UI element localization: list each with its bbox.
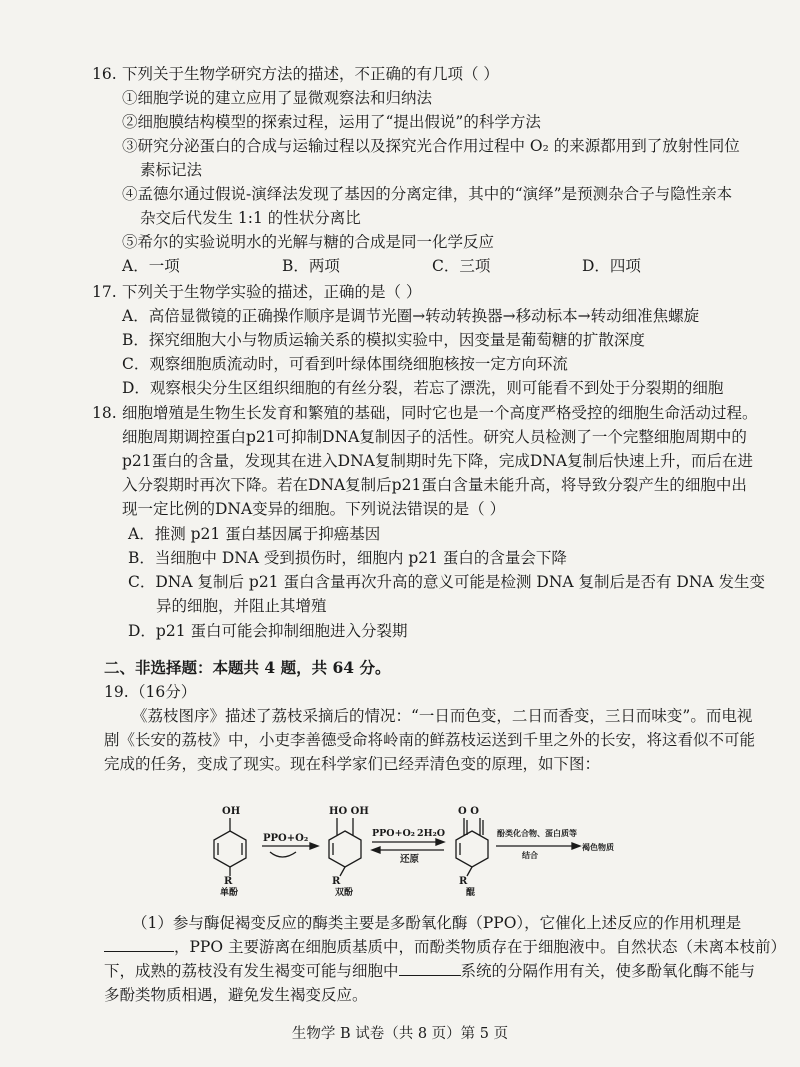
monophenol-label: 单酚	[220, 888, 239, 898]
h2o-label: 2H₂O	[417, 828, 446, 839]
q19-sub1-line2-wrap	[104, 937, 786, 957]
r-label-3: R	[459, 876, 468, 887]
r-label-2: R	[332, 876, 341, 887]
browning-reaction-diagram	[200, 796, 614, 898]
q18-option-a[interactable]: A．推测 p21 蛋白基因属于抑癌基因	[128, 525, 381, 543]
ppo-o2-label-1: PPO+O₂	[263, 833, 309, 844]
q18-stem-4: 入分裂期时再次下降。若在DNA复制后p21蛋白含量未能升高，将导致分裂产生的细胞中出	[122, 476, 747, 494]
q16-option-a[interactable]: A．一项	[122, 257, 180, 275]
q19-intro-1: 《荔枝图序》描述了荔枝采摘后的情况：“一日而色变，二日而香变，三日而味变”。而电视	[132, 707, 753, 725]
q17-option-a[interactable]: A．高倍显微镜的正确操作顺序是调节光圈→转动转换器→移动标本→转动细准焦螺旋	[122, 307, 700, 325]
q16-item-2: ②细胞膜结构模型的探索过程，运用了“提出假说”的科学方法	[122, 113, 541, 131]
q17-option-d[interactable]: D．观察根尖分生区组织细胞的有丝分裂，若忘了漂洗，则可能看不到处于分裂期的细胞	[122, 379, 724, 397]
ho-oh-label: HO OH	[329, 806, 369, 817]
quinone-o-label: O O	[458, 806, 479, 817]
q16-option-d[interactable]: D．四项	[582, 257, 641, 275]
monophenol-ring	[214, 831, 246, 867]
ppo-o2-label-2: PPO+O₂	[372, 828, 415, 839]
q18-option-c-cont: 异的细胞，并阻止其增殖	[156, 597, 327, 615]
q18-stem-1: 细胞增殖是生物生长发育和繁殖的基础，同时它也是一个高度严格受控的细胞生命活动过程。	[122, 404, 758, 422]
page-footer: 生物学 B 试卷（共 8 页）第 5 页	[291, 1026, 509, 1042]
q17-option-b[interactable]: B．探究细胞大小与物质运输关系的模拟实验中，因变量是葡萄糖的扩散深度	[122, 331, 645, 349]
q18-option-c[interactable]: C．DNA 复制后 p21 蛋白含量再次升高的意义可能是检测 DNA 复制后是否有 DNA 发生变	[128, 573, 766, 591]
enzyme-label: 酚类化合物、蛋白质等	[497, 828, 577, 838]
q16-number: 16.	[92, 65, 117, 83]
q19-sub1-line3b: 系统的分隔作用有关，使多酚氧化酶不能与	[460, 962, 756, 980]
brown-product-label: 褐色物质	[582, 842, 614, 852]
q18-number: 18.	[92, 404, 117, 422]
diphenol-ring	[329, 831, 361, 867]
q16-item-4-cont: 杂交后代发生 1:1 的性状分离比	[140, 209, 361, 227]
combine-label: 结合	[522, 850, 538, 860]
q19-sub1-line4: 多酚类物质相遇，避免发生褐变反应。	[104, 986, 368, 1004]
q19-sub1-line3a: 下，成熟的荔枝没有发生褐变可能与细胞中	[104, 962, 399, 980]
q16-item-5: ⑤希尔的实验说明水的光解与糖的合成是同一化学反应	[122, 233, 495, 251]
q16-option-c[interactable]: C．三项	[432, 257, 491, 275]
q19-intro-3: 完成的任务，变成了现实。现在科学家们已经弄清色变的原理，如下图：	[104, 755, 601, 773]
q17-number: 17.	[92, 283, 117, 301]
q16-item-1: ①细胞学说的建立应用了显微观察法和归纳法	[122, 89, 433, 107]
q18-stem-5: 现一定比例的DNA变异的细胞。下列说法错误的是（ ）	[122, 500, 506, 518]
arrow-1-curve	[270, 852, 296, 857]
q16-item-3: ③研究分泌蛋白的合成与运输过程以及探究光合作用过程中 O₂ 的来源都用到了放射性同位	[122, 137, 740, 155]
q16-item-4: ④孟德尔通过假说-演绎法发现了基因的分离定律，其中的“演绎”是预测杂合子与隐性亲本	[122, 185, 733, 203]
q16-option-b[interactable]: B．两项	[282, 257, 340, 275]
q19-sub1-line3-wrap	[104, 961, 755, 981]
quinone-ring	[456, 831, 488, 867]
q18-stem-2: 细胞周期调控蛋白p21可抑制DNA复制因子的活性。研究人员检测了一个完整细胞周期中的	[122, 428, 747, 446]
diphenol-label: 双酚	[335, 888, 354, 898]
oh-label: OH	[222, 806, 241, 817]
q18-stem-3: p21蛋白的含量，发现其在进入DNA复制期时先下降，完成DNA复制后快速上升，而后在进	[122, 452, 754, 470]
r-label-1: R	[224, 876, 233, 887]
q19-blank-2[interactable]	[399, 961, 461, 976]
q17-stem: 下列关于生物学实验的描述，正确的是（ ）	[122, 283, 422, 301]
q19-blank-1[interactable]	[104, 937, 174, 952]
q18-option-d[interactable]: D．p21 蛋白可能会抑制细胞进入分裂期	[128, 622, 408, 640]
q16-item-3-cont: 素标记法	[140, 161, 203, 179]
q16-stem: 下列关于生物学研究方法的描述，不正确的有几项（ ）	[122, 65, 499, 83]
reduce-label: 还原	[400, 854, 420, 865]
q18-option-b[interactable]: B．当细胞中 DNA 受到损伤时，细胞内 p21 蛋白的含量会下降	[128, 549, 567, 567]
q19-sub1-line1: （1）参与酶促褐变反应的酶类主要是多酚氧化酶（PPO），它催化上述反应的作用机理是	[132, 914, 742, 932]
q19-number: 19.	[104, 683, 129, 701]
q19-sub1-line2: ，PPO 主要游离在细胞质基质中，而酚类物质存在于细胞液中。自然状态（未离本枝前）	[174, 938, 786, 956]
q19-points: （16分）	[130, 683, 197, 701]
section-2-heading: 二、非选择题：本题共 4 题，共 64 分。	[104, 658, 391, 677]
quinone-label: 醌	[466, 888, 476, 898]
q19-intro-2: 剧《长安的荔枝》中，小吏李善德受命将岭南的鲜荔枝运送到千里之外的长安，将这看似不可能	[104, 731, 756, 749]
q17-option-c[interactable]: C．观察细胞质流动时，可看到叶绿体围绕细胞核按一定方向环流	[122, 355, 568, 373]
